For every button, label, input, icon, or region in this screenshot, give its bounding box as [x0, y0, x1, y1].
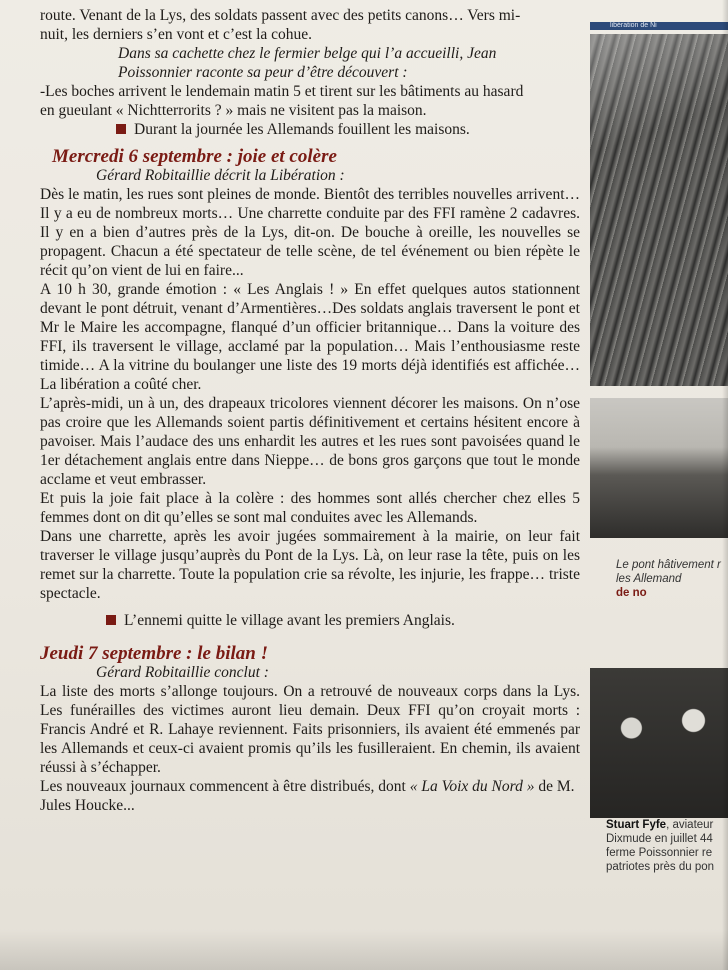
- caption2-line-4: patriotes près du pon: [606, 861, 715, 873]
- section1-bullet-line: [40, 611, 580, 630]
- photo-group-people: [590, 668, 728, 818]
- intro-line-4: en gueulant « Nichtterrorits ? » mais ne visitent pas la maison.: [40, 102, 427, 119]
- section2-byline: Gérard Robitaillie conclut :: [96, 664, 269, 681]
- section1-paragraph-5: Dans une charrette, après les avoir jugées sommairement à la mairie, on leur fait traverser le village jusqu’auprès du Pont de la Lys. Là, on leur rase la tête, puis on les remet sur la charrette. Toute la population crie sa révolte, les injurie, les frappe… triste spectacle.: [40, 528, 580, 602]
- intro-line-3: -Les boches arrivent le lendemain matin 5 et tirent sur les bâtiments au hasard: [40, 83, 524, 100]
- caption2-name: Stuart Fyfe: [606, 819, 667, 831]
- bullet-square-icon: [116, 124, 126, 134]
- intro-line-2: nuit, les derniers s’en vont et c’est la cohue.: [40, 26, 313, 43]
- bottom-shadow: [0, 930, 728, 970]
- newspaper-title: « La Voix du Nord »: [409, 778, 535, 795]
- section2-last-paragraph: [40, 777, 580, 815]
- caption1-line-1: Le pont hâtivement r: [616, 559, 721, 571]
- section-heading-thursday: Jeudi 7 septembre : le bilan !: [40, 643, 268, 664]
- intro-bullet-line: [40, 120, 580, 139]
- intro-line-1: route. Venant de la Lys, des soldats passent avec des petits canons… Vers mi-: [40, 7, 521, 24]
- caption-stuart-fyfe: [606, 818, 728, 874]
- section2-paragraph-1: La liste des morts s’allonge toujours. On a retrouvé de nouveaux corps dans la Lys. Les funérailles des victimes auront lieu demain. Deux FFI qu’on croyait morts : Francis André et R. Lahaye reviennent. Faits prisonniers, ils avaient été emmenés par les Allemands et ceux-ci avaient promis qu’ils les fusilleraient. En chemin, ils avaient réussi à s’échapper.: [40, 683, 580, 776]
- main-text-column: [40, 6, 580, 815]
- side-header-strip: libération de Ni: [590, 22, 728, 30]
- section-heading-wednesday: Mercredi 6 septembre : joie et colère: [52, 146, 337, 167]
- bullet-square-icon: [106, 615, 116, 625]
- intro-italic-2: Poissonnier raconte sa peur d’être découvert :: [118, 64, 408, 81]
- section1-bullet-text: L’ennemi quitte le village avant les premiers Anglais.: [124, 612, 455, 629]
- side-column: [590, 0, 728, 970]
- section1-paragraph-4: Et puis la joie fait place à la colère : des hommes sont allés chercher chez elles 5 femmes dont on dit qu’elles se sont mal conduites avec les Allemands.: [40, 490, 580, 526]
- section1-paragraph-2: A 10 h 30, grande émotion : « Les Anglais ! » En effet quelques autos stationnent devant le pont détruit, venant d’Armentières…Des soldats anglais traversent le pont et Mr le Maire les accompagne, flanqué d’un officier britannique… Dans la voiture des FFI, ils traversent le village, acclamé par la population… Mais l’enthousiasme reste timide… A la vitrine du boulanger une liste des 19 morts déjà identifiés est affichée… La libération a coûté cher.: [40, 281, 580, 393]
- intro-bullet-text: Durant la journée les Allemands fouillent les maisons.: [134, 121, 470, 138]
- section1-paragraph-3: L’après-midi, un à un, des drapeaux tricolores viennent décorer les maisons. On n’ose pas croire que les Allemands soient partis définitivement et certains hésitent encore à pavoiser. Mais l’audace des uns enhardit les autres et les rues sont pavoisées quand le 1er détachement anglais entre dans Nieppe… de bons gros garçons que tout le monde acclame et veut embrasser.: [40, 395, 580, 488]
- section2-last-prefix: Les nouveaux journaux commencent à être distribués, dont: [40, 778, 410, 795]
- page-edge-shadow: [722, 0, 728, 970]
- caption1-line-2: les Allemand: [616, 573, 682, 585]
- caption2-line-2: Dixmude en juillet 44: [606, 833, 713, 845]
- photo-rebuilt-bridge: [590, 398, 728, 538]
- section1-paragraph-1: Dès le matin, les rues sont pleines de monde. Bientôt des terribles nouvelles arrivent… Il y a eu de nombreux morts… Une charrette conduite par des FFI ramène 2 cadavres. Il y en a bien d’autres près de la Lys, dit-on. De bouche à oreille, les nouvelles se propagent. Chacun a été spectateur de telle scène, de tel événement ou bien répète le récit qu’on vient de lui en faire...: [40, 186, 580, 279]
- section2-last-suffix: de M. Jules Houcke...: [40, 778, 575, 814]
- caption2-rest: , aviateur: [666, 819, 714, 831]
- section1-byline: Gérard Robitaillie décrit la Libération :: [96, 167, 345, 184]
- caption-bridge: [616, 558, 728, 600]
- photo-destroyed-bridge: [590, 34, 728, 386]
- caption1-bold: de no: [616, 587, 647, 599]
- caption2-line-3: ferme Poissonnier re: [606, 847, 713, 859]
- intro-italic-1: Dans sa cachette chez le fermier belge qui l’a accueilli, Jean: [118, 45, 497, 62]
